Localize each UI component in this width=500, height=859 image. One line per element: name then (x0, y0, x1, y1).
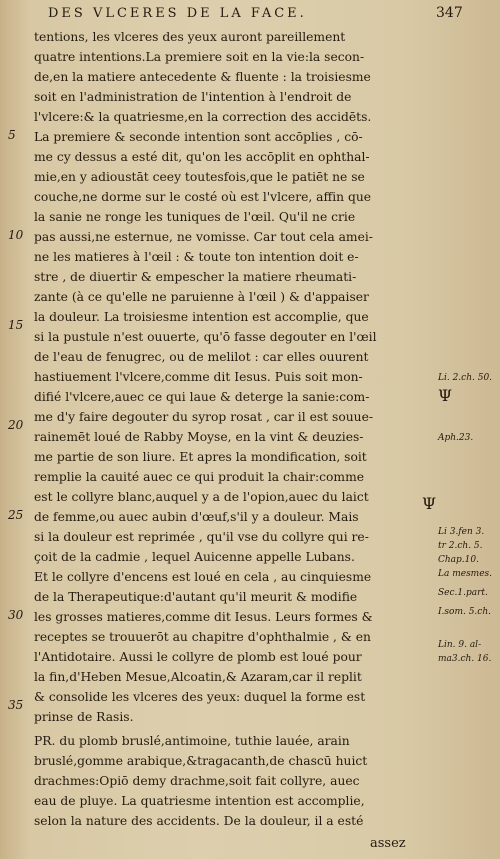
text-line: hastiuement l'vlcere,comme dit Iesus. Puis soit mon- (34, 370, 363, 384)
line-number: 5 (8, 128, 16, 142)
text-line: rainemēt loué de Rabby Moyse, en la vint & deuzies- (34, 430, 364, 444)
catchword: assez (370, 836, 406, 851)
line-number: 15 (8, 318, 24, 332)
text-line: la sanie ne ronge les tuniques de l'œil. Qu'il ne crie (34, 210, 356, 224)
line-number: 20 (8, 418, 24, 432)
text-line: & consolide les vlceres des yeux: duquel la forme est (34, 690, 366, 704)
text-line: zante (à ce qu'elle ne paruienne à l'œil ) & d'appaiser (34, 290, 369, 304)
text-line: receptes se trouuerōt au chapitre d'ophthalmie , & en (34, 630, 371, 644)
text-line: drachmes:Opiō demy drachme,soit fait collyre, auec (34, 774, 360, 788)
text-line: prinse de Rasis. (34, 710, 134, 724)
text-line: les grosses matieres,comme dit Iesus. Leurs formes & (34, 610, 373, 624)
text-line: me partie de son liure. Et apres la mondification, soit (34, 450, 367, 464)
text-line: l'vlcere:& la quatriesme,en la correction des accidēts. (34, 110, 372, 124)
text-line: la douleur. La troisiesme intention est accomplie, que (34, 310, 369, 324)
text-line: me cy dessus a esté dit, qu'on les accōplit en ophthal- (34, 150, 370, 164)
line-number: 35 (8, 698, 24, 712)
text-line: ne les matieres à l'œil : & toute ton intention doit e- (34, 250, 359, 264)
hand-pointer-mark: Ψ (422, 494, 437, 513)
text-line: tentions, les vlceres des yeux auront pareillement (34, 30, 346, 44)
text-line: stre , de diuertir & empescher la matiere rheumati- (34, 270, 357, 284)
margin-note: tr 2.ch. 5. (438, 541, 483, 551)
line-number: 10 (8, 228, 24, 242)
margin-note: Chap.10. (438, 555, 479, 565)
text-line: selon la nature des accidents. De la douleur, il a esté (34, 814, 364, 828)
margin-note: La mesmes. (438, 569, 493, 579)
text-line: de l'eau de fenugrec, ou de melilot : car elles ouurent (34, 350, 369, 364)
margin-note: Li 3.fen 3. (438, 527, 485, 537)
running-title: DES VLCERES DE LA FACE. (48, 6, 307, 21)
text-line: me d'y faire degouter du syrop rosat , car il est souue- (34, 410, 373, 424)
text-line: couche,ne dorme sur le costé où est l'vlcere, affin que (34, 190, 372, 204)
running-header (0, 6, 500, 28)
text-line: remplie la cauité auec ce qui produit la chair:comme (34, 470, 365, 484)
line-number: 30 (8, 608, 24, 622)
text-line: Et le collyre d'encens est loué en cela , au cinquiesme (34, 570, 372, 584)
text-line: quatre intentions.La premiere soit en la vie:la secon- (34, 50, 365, 64)
margin-note: Lin. 9. al- (438, 640, 482, 650)
line-number: 25 (8, 508, 24, 522)
text-line: de,en la matiere antecedente & fluente : la troisiesme (34, 70, 371, 84)
hand-pointer-mark: Ψ (438, 386, 453, 405)
text-line: bruslé,gomme arabique,&tragacanth,de chascū huict (34, 754, 368, 768)
text-line: de la Therapeutique:d'autant qu'il meurit & modifie (34, 590, 358, 604)
text-line: si la douleur est reprimée , qu'il vse du collyre qui re- (34, 530, 369, 544)
text-line: soit en l'administration de l'intention à l'endroit de (34, 90, 352, 104)
text-line: la fin,d'Heben Mesue,Alcoatin,& Azaram,car il replit (34, 670, 362, 684)
text-line: çoit de la cadmie , lequel Auicenne appelle Lubans. (34, 550, 355, 564)
text-line: pas aussi,ne esternue, ne vomisse. Car tout cela amei- (34, 230, 373, 244)
text-line: eau de pluye. La quatriesme intention est accomplie, (34, 794, 365, 808)
margin-note: ma3.ch. 16. (438, 654, 492, 664)
text-line: de femme,ou auec aubin d'œuf,s'il y a douleur. Mais (34, 510, 359, 524)
text-line: mie,en y adioustāt ceey toutesfois,que le patiēt ne se (34, 170, 365, 184)
page-number: 347 (436, 5, 463, 21)
text-line: est le collyre blanc,auquel y a de l'opion,auec du laict (34, 490, 369, 504)
text-line: l'Antidotaire. Aussi le collyre de plomb est loué pour (34, 650, 362, 664)
margin-note: I.som. 5.ch. (438, 607, 491, 617)
text-line: PR. du plomb bruslé,antimoine, tuthie lauée, arain (34, 734, 350, 748)
margin-note: Aph.23. (438, 433, 474, 443)
margin-note: Sec.1.part. (438, 588, 488, 598)
text-line: si la pustule n'est ouuerte, qu'ō fasse degouter en l'œil (34, 330, 377, 344)
text-line: difié l'vlcere,auec ce qui laue & deterge la sanie:com- (34, 390, 370, 404)
text-line: La premiere & seconde intention sont accōplies , cō- (34, 130, 363, 144)
margin-note: Li. 2.ch. 50. (438, 373, 493, 383)
